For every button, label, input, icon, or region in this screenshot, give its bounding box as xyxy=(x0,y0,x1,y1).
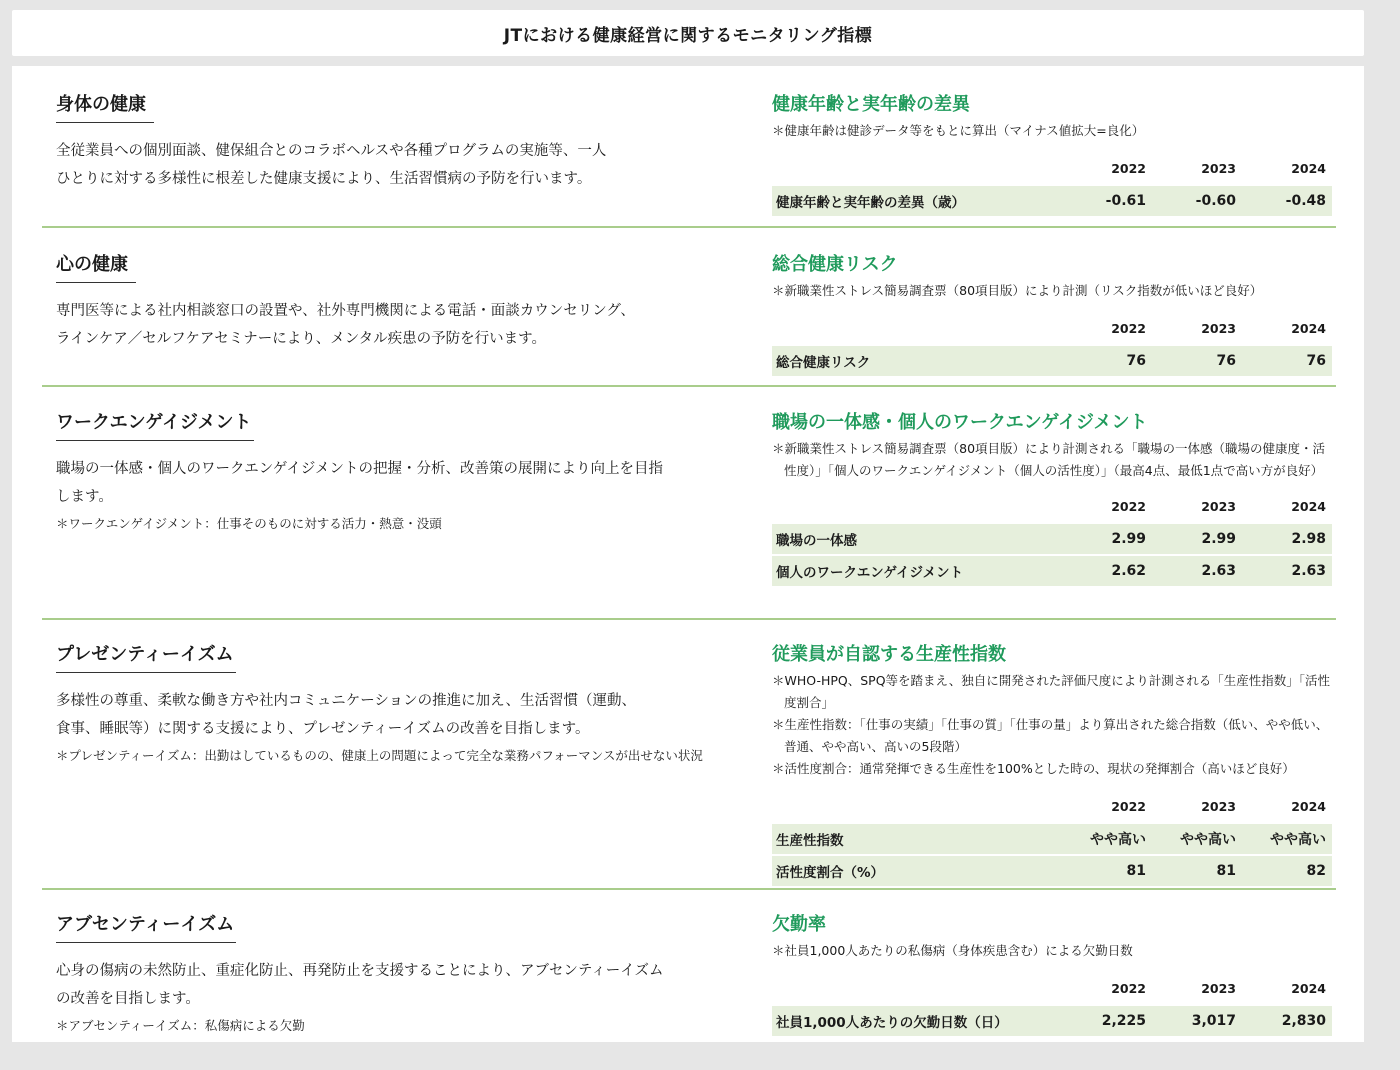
section-title: プレゼンティーイズム xyxy=(56,640,236,673)
section-note: ＊アブセンティーイズム：私傷病による欠勤 xyxy=(56,1018,305,1033)
metric-title: 従業員が自認する生産性指数 xyxy=(772,644,1006,665)
metric-note: ＊活性度割合：通常発揮できる生産性を100%とした時の、現状の発揮割合（高いほど良好） xyxy=(772,761,1295,776)
section-description: 職場の一体感・個人のワークエンゲイジメントの把握・分析、改善策の展開により向上を目指 します。 xyxy=(56,461,663,505)
section-metric xyxy=(772,246,1332,378)
metric-note: ＊新職業性ストレス簡易調査票（80項目版）により計測される「職場の一体感（職場の健康度・活性度）」「個人のワークエンゲイジメント（個人の活性度）」（最高4点、最低1点で高い方が良好） xyxy=(772,441,1326,478)
section-divider xyxy=(42,618,1336,620)
section-note: ＊ワークエンゲイジメント：仕事そのものに対する活力・熱意・没頭 xyxy=(56,516,442,531)
table-row: 活性度割合（%） 81 81 82 xyxy=(772,856,1332,886)
table-row: 職場の一体感 2.99 2.99 2.98 xyxy=(772,524,1332,554)
metric-title: 総合健康リスク xyxy=(772,254,898,275)
metric-table xyxy=(772,794,1332,888)
year-header: 2022 xyxy=(1111,498,1146,514)
section-description: 専門医等による社内相談窓口の設置や、社外専門機関による電話・面談カウンセリング、 ラインケア／セルフケアセミナーにより、メンタル疾患の予防を行います。 xyxy=(56,303,635,347)
section-metric xyxy=(772,906,1332,1038)
section-divider xyxy=(42,226,1336,228)
year-header: 2023 xyxy=(1201,160,1236,176)
table-row: 個人のワークエンゲイジメント 2.62 2.63 2.63 xyxy=(772,556,1332,586)
page-title: JTにおける健康経営に関するモニタリング指標 xyxy=(12,10,1364,56)
metric-title: 健康年齢と実年齢の差異 xyxy=(772,94,970,115)
year-header: 2024 xyxy=(1291,798,1326,814)
section-note: ＊プレゼンティーイズム：出勤はしているものの、健康上の問題によって完全な業務パフォーマンスが出せない状況 xyxy=(56,748,703,763)
metric-note: ＊社員1,000人あたりの私傷病（身体疾患含む）による欠勤日数 xyxy=(772,943,1133,958)
content-panel xyxy=(12,66,1364,1042)
year-header: 2022 xyxy=(1111,320,1146,336)
section-divider xyxy=(42,385,1336,387)
metric-title: 欠勤率 xyxy=(772,914,826,935)
metric-note: ＊生産性指数：「仕事の実績」「仕事の質」「仕事の量」より算出された総合指数（低い、やや低い、普通、やや高い、高いの5段階） xyxy=(772,717,1329,754)
table-row: 社員1,000人あたりの欠勤日数（日） 2,225 3,017 2,830 xyxy=(772,1006,1332,1036)
year-header: 2023 xyxy=(1201,498,1236,514)
year-header: 2024 xyxy=(1291,320,1326,336)
section-divider xyxy=(42,888,1336,890)
table-row: 健康年齢と実年齢の差異（歳） -0.61 -0.60 -0.48 xyxy=(772,186,1332,216)
section-description: 全従業員への個別面談、健保組合とのコラボヘルスや各種プログラムの実施等、一人 ひとりに対する多様性に根差した健康支援により、生活習慣病の予防を行います。 xyxy=(56,143,607,187)
year-header: 2023 xyxy=(1201,320,1236,336)
metric-table xyxy=(772,976,1332,1038)
metric-note: ＊新職業性ストレス簡易調査票（80項目版）により計測（リスク指数が低いほど良好） xyxy=(772,283,1263,298)
section-metric xyxy=(772,86,1332,218)
year-header: 2023 xyxy=(1201,980,1236,996)
metric-note: ＊WHO-HPQ、SPQ等を踏まえ、独自に開発された評価尺度により計測される「生産性指数」「活性度割合」 xyxy=(772,673,1331,710)
metric-table xyxy=(772,156,1332,218)
year-header: 2022 xyxy=(1111,160,1146,176)
metric-table xyxy=(772,494,1332,588)
year-header: 2022 xyxy=(1111,980,1146,996)
section-title: アブセンティーイズム xyxy=(56,910,236,943)
section-title: ワークエンゲイジメント xyxy=(56,408,254,441)
section-description: 心身の傷病の未然防止、重症化防止、再発防止を支援することにより、アブセンティーイズム の改善を目指します。 xyxy=(56,963,664,1007)
year-header: 2024 xyxy=(1291,980,1326,996)
metric-title: 職場の一体感・個人のワークエンゲイジメント xyxy=(772,412,1148,433)
year-header: 2022 xyxy=(1111,798,1146,814)
year-header: 2023 xyxy=(1201,798,1236,814)
section-left xyxy=(56,86,716,193)
section-description: 多様性の尊重、柔軟な働き方や社内コミュニケーションの推進に加え、生活習慣（運動、 食事、睡眠等）に関する支援により、プレゼンティーイズムの改善を目指します。 xyxy=(56,693,636,737)
section-metric xyxy=(772,404,1332,588)
table-row: 総合健康リスク 76 76 76 xyxy=(772,346,1332,376)
metric-table xyxy=(772,316,1332,378)
year-header: 2024 xyxy=(1291,498,1326,514)
section-title: 心の健康 xyxy=(56,250,136,283)
year-header: 2024 xyxy=(1291,160,1326,176)
metric-note: ＊健康年齢は健診データ等をもとに算出（マイナス値拡大=良化） xyxy=(772,123,1145,138)
table-row: 生産性指数 やや高い やや高い やや高い xyxy=(772,824,1332,854)
section-title: 身体の健康 xyxy=(56,90,154,123)
section-metric xyxy=(772,636,1332,888)
